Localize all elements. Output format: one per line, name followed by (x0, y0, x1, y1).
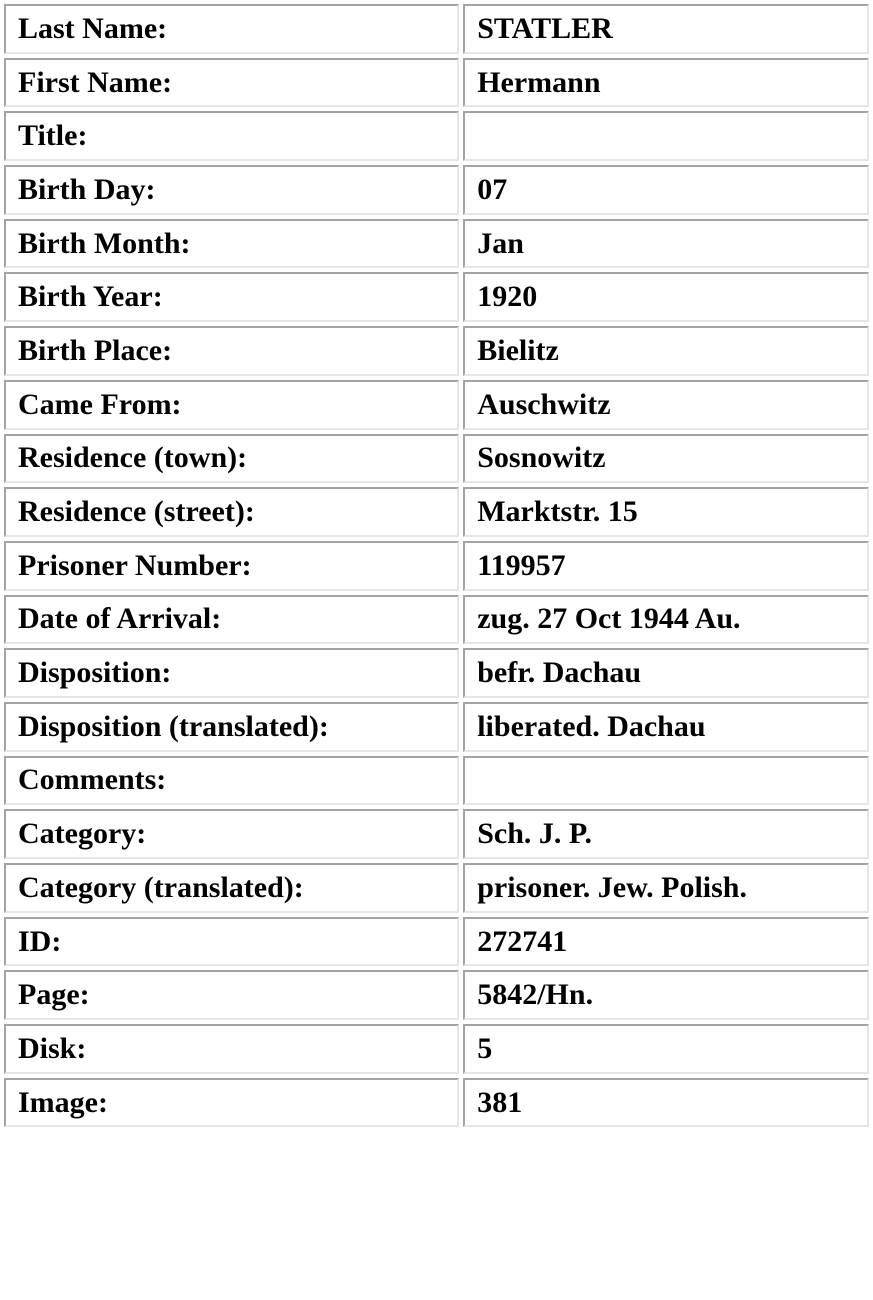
field-label: Image: (4, 1078, 459, 1128)
row-birth-year (4, 272, 869, 322)
field-label: Residence (street): (4, 487, 459, 537)
field-label: Birth Day: (4, 165, 459, 215)
field-value (463, 756, 869, 806)
row-title (4, 111, 869, 161)
field-label: Title: (4, 111, 459, 161)
field-label: Last Name: (4, 4, 459, 54)
field-value (463, 111, 869, 161)
field-value: zug. 27 Oct 1944 Au. (463, 595, 869, 645)
field-value: Auschwitz (463, 380, 869, 430)
row-category (4, 809, 869, 859)
row-id (4, 917, 869, 967)
field-value: Marktstr. 15 (463, 487, 869, 537)
row-came-from (4, 380, 869, 430)
field-label: ID: (4, 917, 459, 967)
row-birth-month (4, 219, 869, 269)
row-comments (4, 756, 869, 806)
field-value: 1920 (463, 272, 869, 322)
field-value: Sosnowitz (463, 434, 869, 484)
field-value: Bielitz (463, 326, 869, 376)
field-label: Disk: (4, 1024, 459, 1074)
row-date-of-arrival (4, 595, 869, 645)
row-first-name (4, 58, 869, 108)
row-page (4, 970, 869, 1020)
field-label: Residence (town): (4, 434, 459, 484)
field-value: 5842/Hn. (463, 970, 869, 1020)
field-label: Came From: (4, 380, 459, 430)
row-category-translated (4, 863, 869, 913)
row-birth-day (4, 165, 869, 215)
field-value: 272741 (463, 917, 869, 967)
field-label: Date of Arrival: (4, 595, 459, 645)
row-disposition-translated (4, 702, 869, 752)
field-label: Birth Place: (4, 326, 459, 376)
field-label: Page: (4, 970, 459, 1020)
field-value: STATLER (463, 4, 869, 54)
field-label: Comments: (4, 756, 459, 806)
row-residence-town (4, 434, 869, 484)
row-image (4, 1078, 869, 1128)
field-value: 5 (463, 1024, 869, 1074)
field-value: befr. Dachau (463, 648, 869, 698)
field-label: Prisoner Number: (4, 541, 459, 591)
field-value: prisoner. Jew. Polish. (463, 863, 869, 913)
row-prisoner-number (4, 541, 869, 591)
row-residence-street (4, 487, 869, 537)
field-label: Category: (4, 809, 459, 859)
field-value: Sch. J. P. (463, 809, 869, 859)
field-label: First Name: (4, 58, 459, 108)
row-last-name (4, 4, 869, 54)
field-label: Category (translated): (4, 863, 459, 913)
row-disposition (4, 648, 869, 698)
field-label: Disposition: (4, 648, 459, 698)
row-birth-place (4, 326, 869, 376)
field-label: Birth Year: (4, 272, 459, 322)
field-value: 07 (463, 165, 869, 215)
field-value: 119957 (463, 541, 869, 591)
field-label: Birth Month: (4, 219, 459, 269)
field-value: liberated. Dachau (463, 702, 869, 752)
field-value: 381 (463, 1078, 869, 1128)
field-value: Jan (463, 219, 869, 269)
row-disk (4, 1024, 869, 1074)
field-label: Disposition (translated): (4, 702, 459, 752)
field-value: Hermann (463, 58, 869, 108)
